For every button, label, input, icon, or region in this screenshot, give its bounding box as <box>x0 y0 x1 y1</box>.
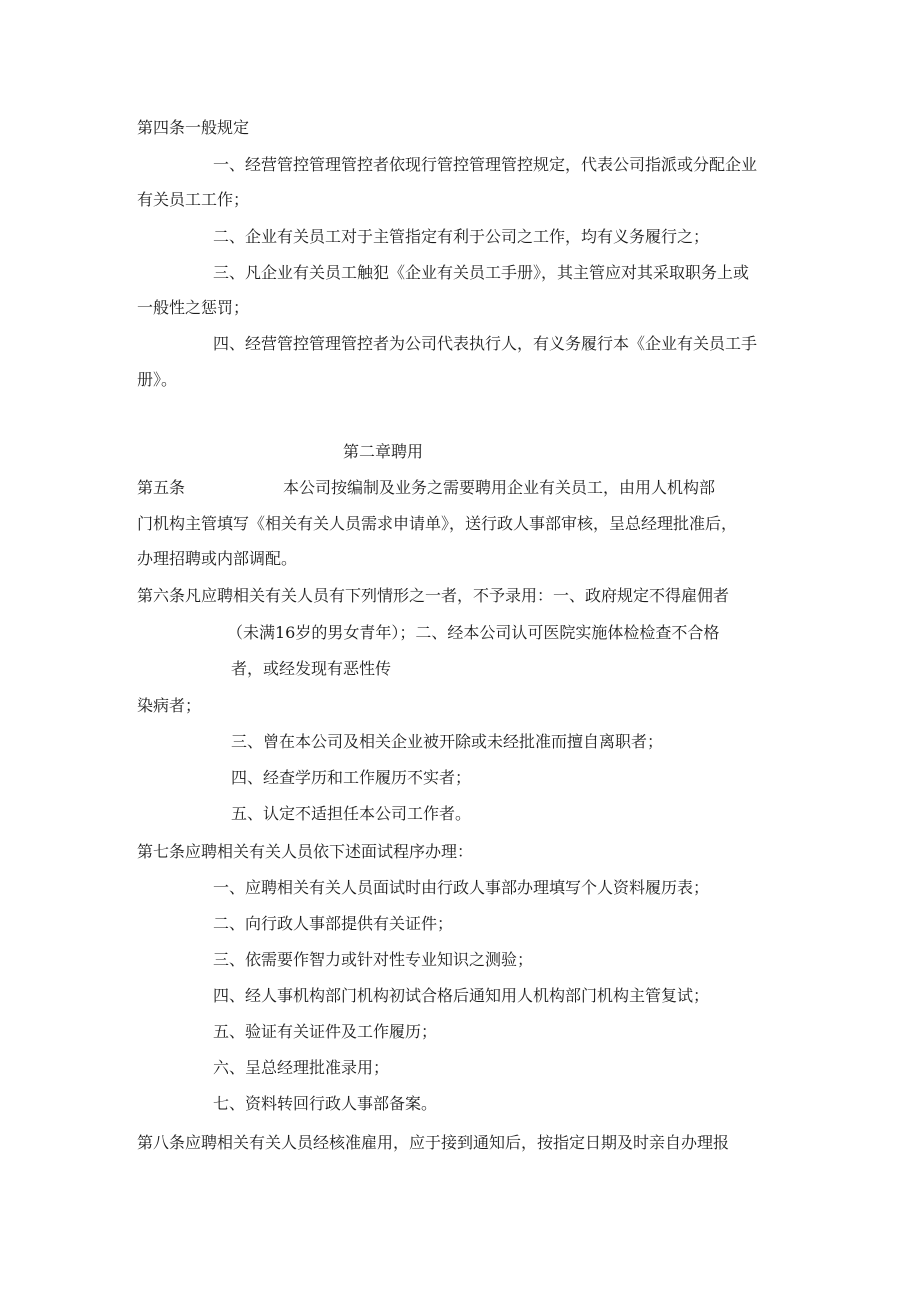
article-5-line-3: 办理招聘或内部调配。 <box>137 549 298 568</box>
article-4-heading: 第四条一般规定 <box>137 118 250 137</box>
article-6-item-3: 三、曾在本公司及相关企业被开除或未经批准而擅自离职者； <box>231 732 664 751</box>
chapter-2-title: 第二章聘用 <box>343 442 424 461</box>
article-7-item-3: 三、依需要作智力或针对性专业知识之测验； <box>213 950 534 969</box>
article-7-item-7: 七、资料转回行政人事部备案。 <box>213 1094 438 1113</box>
article-5-line-1: 本公司按编制及业务之需要聘用企业有关员工，由用人机构部 <box>283 478 716 497</box>
article-6-line-1: 第六条凡应聘相关有关人员有下列情形之一者，不予录用：一、政府规定不得雇佣者 <box>137 586 730 605</box>
article-6-line-4: 染病者； <box>137 696 202 715</box>
article-6-line-3: 者，或经发现有恶性传 <box>231 659 392 678</box>
article-4-item-3-line-1: 三、凡企业有关员工触犯《企业有关员工手册》，其主管应对其采取职务上或 <box>213 263 750 282</box>
article-7-item-2: 二、向行政人事部提供有关证件； <box>213 914 454 933</box>
article-4-item-2: 二、企业有关员工对于主管指定有利于公司之工作，均有义务履行之； <box>213 227 710 246</box>
article-6-item-4: 四、经查学历和工作履历不实者； <box>231 768 472 787</box>
article-6-item-5: 五、认定不适担任本公司工作者。 <box>231 804 472 823</box>
article-5-label: 第五条 <box>137 478 186 497</box>
article-4-item-4-line-2: 册》。 <box>137 370 178 389</box>
article-7-item-6: 六、呈总经理批准录用； <box>213 1058 390 1077</box>
article-7-item-4: 四、经人事机构部门机构初试合格后通知用人机构部门机构主管复试； <box>213 986 710 1005</box>
article-4-item-3-line-2: 一般性之惩罚； <box>137 298 250 317</box>
article-7-heading: 第七条应聘相关有关人员依下述面试程序办理： <box>137 842 474 861</box>
article-6-line-2: （未满16岁的男女青年）；二、经本公司认可医院实施体检检查不合格 <box>227 623 720 642</box>
article-7-item-1: 一、应聘相关有关人员面试时由行政人事部办理填写个人资料履历表； <box>213 878 710 897</box>
article-8-line-1: 第八条应聘相关有关人员经核准雇用，应于接到通知后，按指定日期及时亲自办理报 <box>137 1133 730 1152</box>
article-4-item-1-line-1: 一、经营管控管理管控者依现行管控管理管控规定，代表公司指派或分配企业 <box>213 155 758 174</box>
article-4-item-4-line-1: 四、经营管控管理管控者为公司代表执行人，有义务履行本《企业有关员工手 <box>213 334 758 353</box>
article-7-item-5: 五、验证有关证件及工作履历； <box>213 1022 438 1041</box>
article-5-line-2: 门机构主管填写《相关有关人员需求申请单》，送行政人事部审核，呈总经理批准后， <box>137 514 738 533</box>
article-4-item-1-line-2: 有关员工工作； <box>137 190 250 209</box>
